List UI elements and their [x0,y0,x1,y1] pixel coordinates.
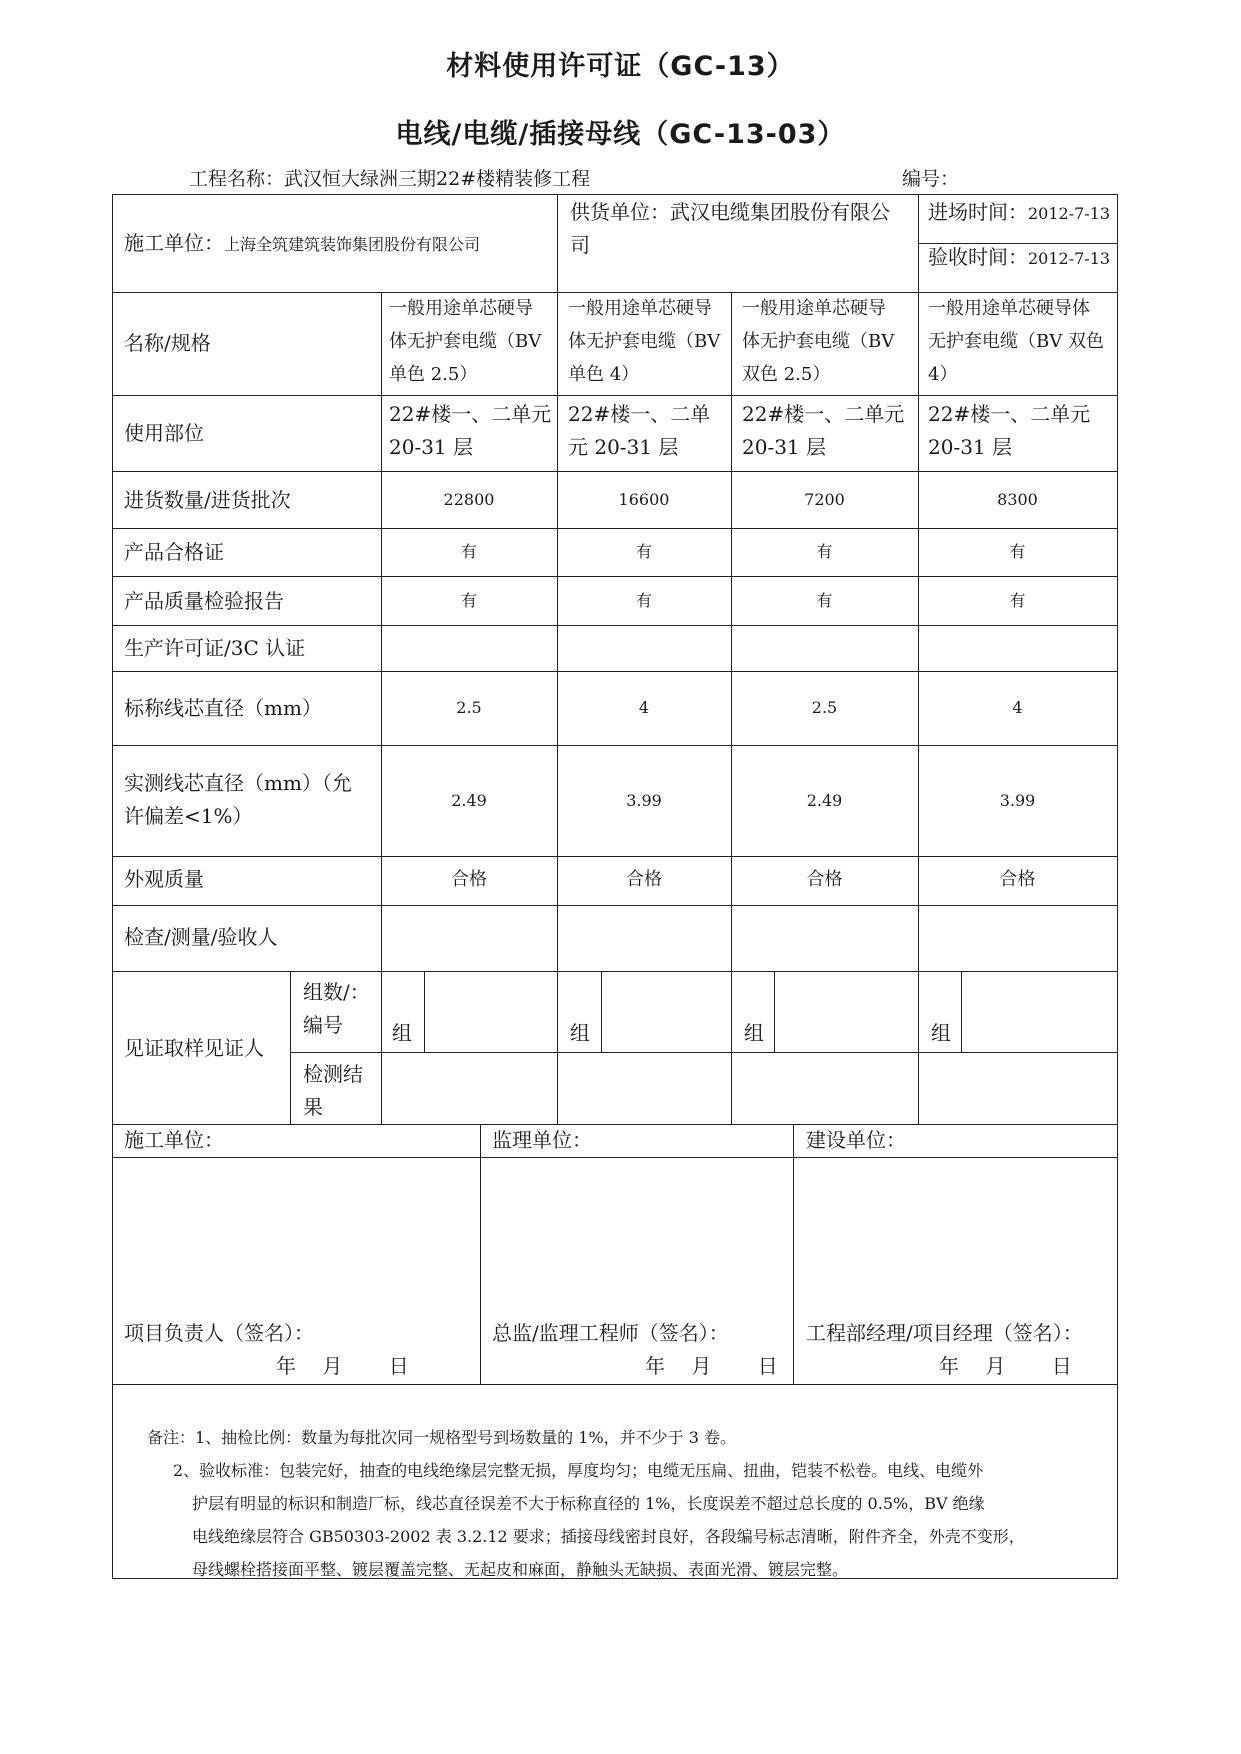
col2-quantity: 16600 [618,490,670,509]
col4-certificate: 有 [1009,542,1026,561]
col1-appearance: 合格 [451,869,487,890]
usage-row-label: 使用部位 [124,421,204,445]
report-row-label: 产品质量检验报告 [124,589,284,613]
row-divider [112,1124,1118,1125]
col1-spec-line1: 一般用途单芯硬导 [389,298,533,319]
col1-quantity: 22800 [443,490,495,509]
col3-quantity: 7200 [804,490,845,509]
col4-measured: 3.99 [999,791,1036,810]
col2-group-unit: 组 [570,1021,590,1045]
row-divider [112,1384,1118,1385]
accept-time-label: 验收时间： [928,245,1028,269]
row-divider [112,471,1118,472]
nominal-row-label: 标称线芯直径（mm） [124,696,322,720]
project-label: 工程名称： [189,168,285,190]
col1-usage-line2: 20-31 层 [389,435,474,459]
col3-spec-line2: 体无护套电缆（BV [742,331,895,352]
group-subdivider [774,971,775,1053]
code-label: 编号： [902,168,960,190]
col4-quantity: 8300 [997,490,1038,509]
col2-appearance: 合格 [626,869,662,890]
supervisor-date: 年 月 日 [645,1354,778,1378]
accept-time-cell [928,241,1110,275]
remark-line: 2、验收标准：包装完好，抽查的电线绝缘层完整无损，厚度均匀；电缆无压扁、扭曲，铠装不松卷。电线、电缆外 [173,1461,984,1480]
owner-signature: 工程部经理/项目经理（签名）： [806,1321,1083,1345]
remark-line: 护层有明显的标识和制造厂标，线芯直径误差不大于标称直径的 1%，长度误差不超过总长度的 0.5%，BV 绝缘 [192,1494,985,1513]
entry-time-label: 进场时间： [928,200,1028,224]
result-label-2: 果 [303,1095,323,1119]
col3-group-unit: 组 [744,1021,764,1045]
col1-report: 有 [460,591,477,610]
spec-row-label: 名称/规格 [124,331,211,355]
remark-line: 母线螺栓搭接面平整、镀层覆盖完整、无起皮和麻面，静触头无缺损、表面光滑、镀层完整。 [192,1560,849,1579]
col4-nominal: 4 [1012,698,1023,717]
col1-measured: 2.49 [451,791,487,810]
group-subdivider [424,971,425,1053]
contractor-signature: 项目负责人（签名）： [124,1321,314,1345]
col3-measured: 2.49 [806,791,843,810]
row-divider [112,856,1118,857]
witness-row-label: 见证取样见证人 [124,1036,264,1060]
license-row-label: 生产许可证/3C 认证 [124,636,306,660]
col2-report: 有 [635,591,652,610]
group-subdivider [961,971,962,1053]
col1-spec-line2: 体无护套电缆（BV [389,331,542,352]
sign-divider [793,1124,794,1385]
col4-spec-line2: 无护套电缆（BV 双色 [928,331,1104,352]
row-divider [112,905,1118,906]
contractor-cell [124,227,480,261]
row-divider [112,395,1118,396]
measured-row-label-1: 实测线芯直径（mm）（允 [124,771,352,795]
supplier-label-line [570,196,890,229]
result-label-1: 检测结 [303,1062,363,1086]
col3-usage-line1: 22#楼一、二单元 [742,402,905,426]
col2-spec-line2: 体无护套电缆（BV [568,331,721,352]
row-divider [112,576,1118,577]
witness-divider [290,1052,1118,1053]
owner-date: 年 月 日 [939,1354,1072,1378]
sign-contractor-label: 施工单位： [124,1128,224,1152]
document-title: 材料使用许可证（GC-13） [446,51,795,82]
sign-owner-label: 建设单位： [806,1128,906,1152]
group-subdivider [601,971,602,1053]
col1-nominal: 2.5 [456,698,482,717]
col3-certificate: 有 [816,542,833,561]
col4-usage-line2: 20-31 层 [928,435,1013,459]
row-divider [112,671,1118,672]
col4-report: 有 [1009,591,1026,610]
col1-usage-line1: 22#楼一、二单元 [389,402,552,426]
col2-certificate: 有 [635,542,652,561]
remarks-section [147,1421,1127,1586]
sign-supervisor-label: 监理单位： [492,1128,592,1152]
row-divider [112,745,1118,746]
col2-nominal: 4 [638,698,650,717]
project-name-line [189,164,590,191]
document-subtitle: 电线/电缆/插接母线（GC-13-03） [395,119,846,150]
project-name: 武汉恒大绿洲三期22#楼精装修工程 [284,168,591,190]
contractor-date: 年 月 日 [276,1354,409,1378]
supervisor-signature: 总监/监理工程师（签名）： [492,1321,729,1345]
supplier-name-cont: 司 [570,233,590,257]
col2-usage-line2: 元 20-31 层 [568,435,679,459]
code-line [902,164,959,191]
contractor-label: 施工单位： [124,231,224,255]
table-border-top [112,194,1118,195]
row-divider [112,528,1118,529]
col2-spec-line1: 一般用途单芯硬导 [568,298,712,319]
quantity-row-label: 进货数量/进货批次 [124,488,291,512]
col1-certificate: 有 [460,542,477,561]
col2-measured: 3.99 [626,791,662,810]
appearance-row-label: 外观质量 [124,867,204,891]
remark-line: 电线绝缘层符合 GB50303-2002 表 3.2.12 要求；插接母线密封良好，各段编号标志清晰，附件齐全，外壳不变形， [192,1527,1025,1546]
entry-time-cell [928,196,1110,230]
col-divider [290,971,291,1125]
measured-row-label-2: 许偏差<1%） [124,804,253,828]
sign-divider [480,1124,481,1385]
inspector-row-label: 检查/测量/验收人 [124,925,278,949]
certificate-row-label: 产品合格证 [124,540,224,564]
col4-appearance: 合格 [999,869,1036,890]
col3-report: 有 [816,591,833,610]
col3-nominal: 2.5 [811,698,838,717]
contractor-name: 上海全筑建筑装饰集团股份有限公司 [224,235,481,254]
col-divider [557,194,558,293]
col1-group-unit: 组 [392,1021,412,1045]
col3-spec-line3: 双色 2.5） [742,364,831,385]
row-divider [112,1157,1118,1158]
table-border-left [112,194,113,1579]
row-divider [112,625,1118,626]
supplier-name: 武汉电缆集团股份有限公 [670,200,890,224]
col2-usage-line1: 22#楼一、二单 [568,402,711,426]
entry-time: 2012-7-13 [1028,204,1111,223]
row-divider [112,971,1118,972]
col3-spec-line1: 一般用途单芯硬导 [742,298,886,319]
col-divider [918,194,919,293]
remark-line: 备注：1、抽检比例：数量为每批次同一规格型号到场数量的 1%，并不少于 3 卷。 [147,1428,737,1447]
group-label-1: 组数/： [303,980,370,1004]
group-label-2: 编号 [303,1013,343,1037]
col4-spec-line3: 4） [928,364,958,385]
supplier-label: 供货单位： [570,200,670,224]
col2-spec-line3: 单色 4） [568,364,640,385]
col4-spec-line1: 一般用途单芯硬导体 [928,298,1090,319]
table-border-right [1117,194,1118,1579]
col4-usage-line1: 22#楼一、二单元 [928,402,1091,426]
col1-spec-line3: 单色 2.5） [389,364,478,385]
col3-appearance: 合格 [806,869,843,890]
accept-time: 2012-7-13 [1028,249,1111,268]
col3-usage-line2: 20-31 层 [742,435,827,459]
col4-group-unit: 组 [931,1021,951,1045]
